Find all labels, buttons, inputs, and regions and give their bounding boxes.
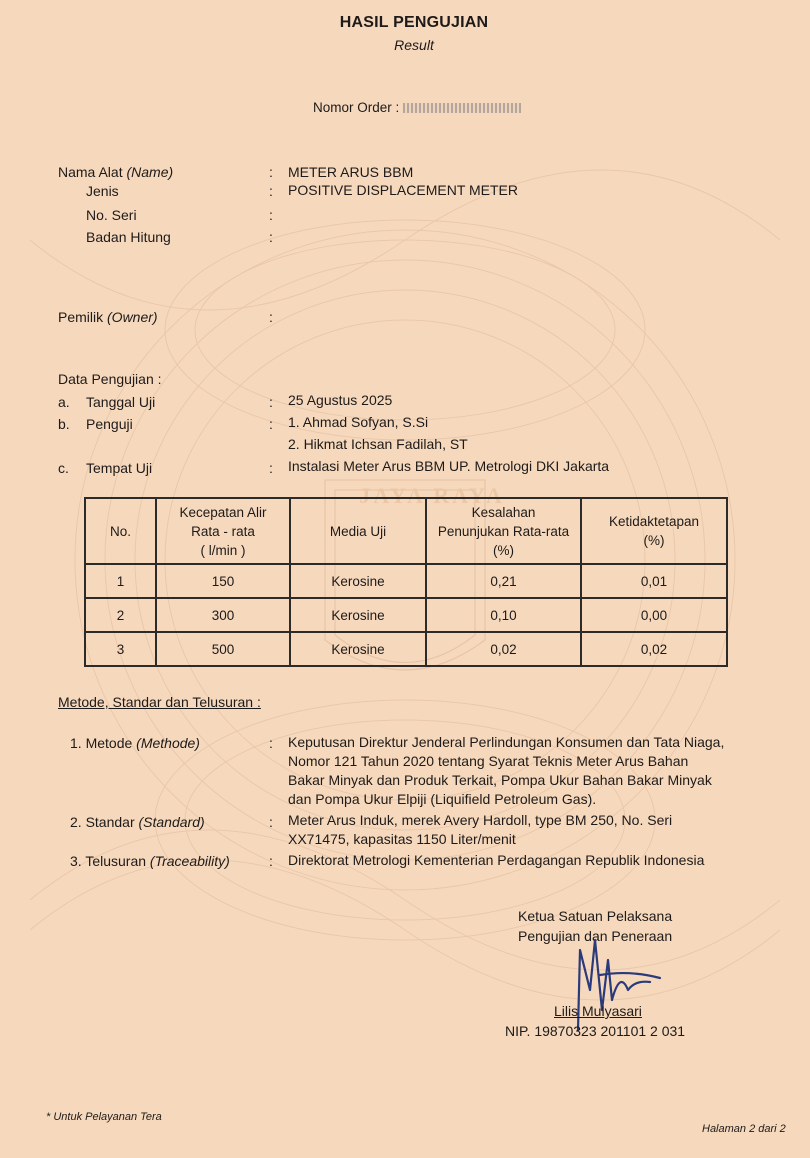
signatory-role-line-2: Pengujian dan Peneraan (518, 928, 673, 944)
cell-media: Kerosine (290, 632, 426, 666)
page-number: Halaman 2 dari 2 (702, 1123, 786, 1135)
method-line: Bakar Minyak dan Produk Terkait, Pompa Ukur Bahan Bakar Minyak (288, 772, 712, 788)
method-line: Keputusan Direktur Jenderal Perlindungan Konsumen dan Tata Niaga, (288, 734, 725, 750)
method-line: dan Pompa Ukur Elpiji (Liquifield Petroleum Gas). (288, 791, 597, 807)
header-error (426, 498, 581, 564)
colon: : (269, 460, 273, 476)
header-repeatability (581, 498, 727, 564)
table-header-row (85, 498, 727, 564)
handwritten-signature (560, 930, 670, 1035)
tester-2: 2. Hikmat Ichsan Fadilah, ST (288, 436, 468, 452)
header-repeat-line-2: (%) (643, 533, 665, 548)
method-label-text: 1. Metode (70, 735, 133, 751)
cell-media: Kerosine (290, 564, 426, 598)
type-value: POSITIVE DISPLACEMENT METER (288, 182, 519, 198)
standard-label-text: 2. Standar (70, 814, 135, 830)
document-title: HASIL PENGUJIAN (339, 14, 489, 31)
cell-repeat: 0,01 (581, 564, 727, 598)
test-place-label: Tempat Uji (86, 460, 153, 476)
method-value (288, 733, 756, 809)
test-date-value: 25 Agustus 2025 (288, 392, 393, 408)
cell-flow: 500 (156, 632, 290, 666)
table-row (85, 564, 727, 598)
name-label-text: Nama Alat (58, 164, 123, 180)
header-flow (156, 498, 290, 564)
header-no: No. (85, 498, 156, 564)
name-label-en: (Name) (126, 164, 174, 180)
owner-label-text: Pemilik (58, 309, 104, 325)
cell-repeat: 0,02 (581, 632, 727, 666)
header-error-line-2: Penunjukan Rata-rata (437, 523, 570, 539)
colon: : (269, 183, 273, 199)
colon: : (269, 394, 273, 410)
document-subtitle: Result (394, 37, 434, 53)
test-place-value: Instalasi Meter Arus BBM UP. Metrologi DKI Jakarta (288, 458, 610, 474)
colon: : (269, 207, 273, 223)
table-row (85, 598, 727, 632)
colon: : (269, 229, 273, 245)
header-media: Media Uji (290, 498, 426, 564)
instrument-name-value: METER ARUS BBM (288, 164, 414, 180)
instrument-name-label (58, 164, 173, 180)
owner-label (58, 309, 158, 325)
cell-media: Kerosine (290, 598, 426, 632)
header-flow-line-2: Rata - rata (191, 523, 255, 539)
cell-flow: 300 (156, 598, 290, 632)
order-number (313, 100, 521, 115)
method-line: Nomor 121 Tahun 2020 tentang Syarat Teknis Meter Arus Bahan (288, 753, 689, 769)
cell-error: 0,02 (426, 632, 581, 666)
method-label-en: (Methode) (136, 735, 200, 751)
results-table (84, 497, 728, 667)
test-date-label: Tanggal Uji (86, 394, 156, 410)
serial-label: No. Seri (86, 207, 137, 223)
order-label: Nomor Order : (313, 100, 400, 115)
watermark-text: JAYA RAYA (359, 483, 505, 508)
cell-no: 1 (85, 564, 156, 598)
tester-1: 1. Ahmad Sofyan, S.Si (288, 414, 429, 430)
table-row (85, 632, 727, 666)
cell-no: 2 (85, 598, 156, 632)
standard-line: Meter Arus Induk, merek Avery Hardoll, type BM 250, No. Seri (288, 812, 673, 828)
colon: : (269, 164, 273, 180)
standard-label (70, 814, 205, 830)
methods-section-label: Metode, Standar dan Telusuran : (58, 694, 261, 710)
test-data-label: Data Pengujian : (58, 371, 162, 387)
method-label (70, 735, 200, 751)
trace-label-text: 3. Telusuran (70, 853, 147, 869)
standard-label-en: (Standard) (138, 814, 205, 830)
colon: : (269, 735, 273, 751)
colon: : (269, 814, 273, 830)
cell-flow: 150 (156, 564, 290, 598)
type-label: Jenis (86, 183, 119, 199)
cell-error: 0,21 (426, 564, 581, 598)
colon: : (269, 853, 273, 869)
header-flow-line-3: ( l/min ) (200, 542, 246, 558)
header-error-line-3: (%) (493, 542, 514, 558)
cell-error: 0,10 (426, 598, 581, 632)
redacted-order-number (403, 103, 521, 113)
standard-line: XX71475, kapasitas 1150 Liter/menit (288, 831, 516, 847)
trace-value: Direktorat Metrologi Kementerian Perdagangan Republik Indonesia (288, 852, 705, 868)
signatory-name: Lilis Mulyasari (554, 1003, 642, 1019)
signatory-nip: NIP. 19870323 201101 2 031 (505, 1023, 686, 1039)
trace-label-en: (Traceability) (149, 853, 230, 869)
test-item-letter: c. (58, 460, 69, 476)
footer-note: * Untuk Pelayanan Tera (46, 1111, 162, 1123)
standard-value (288, 811, 718, 849)
colon: : (269, 416, 273, 432)
trace-label (70, 853, 230, 869)
cell-no: 3 (85, 632, 156, 666)
owner-label-en: (Owner) (107, 309, 158, 325)
tester-label: Penguji (86, 416, 133, 432)
header-repeat-line-1: Ketidaktetapan (608, 514, 700, 529)
test-item-letter: b. (58, 416, 70, 432)
signatory-role-line-1: Ketua Satuan Pelaksana (518, 908, 673, 924)
counter-label: Badan Hitung (86, 229, 171, 245)
header-error-line-1: Kesalahan (471, 504, 536, 520)
colon: : (269, 309, 273, 325)
header-flow-line-1: Kecepatan Alir (179, 504, 267, 520)
cell-repeat: 0,00 (581, 598, 727, 632)
test-item-letter: a. (58, 394, 70, 410)
